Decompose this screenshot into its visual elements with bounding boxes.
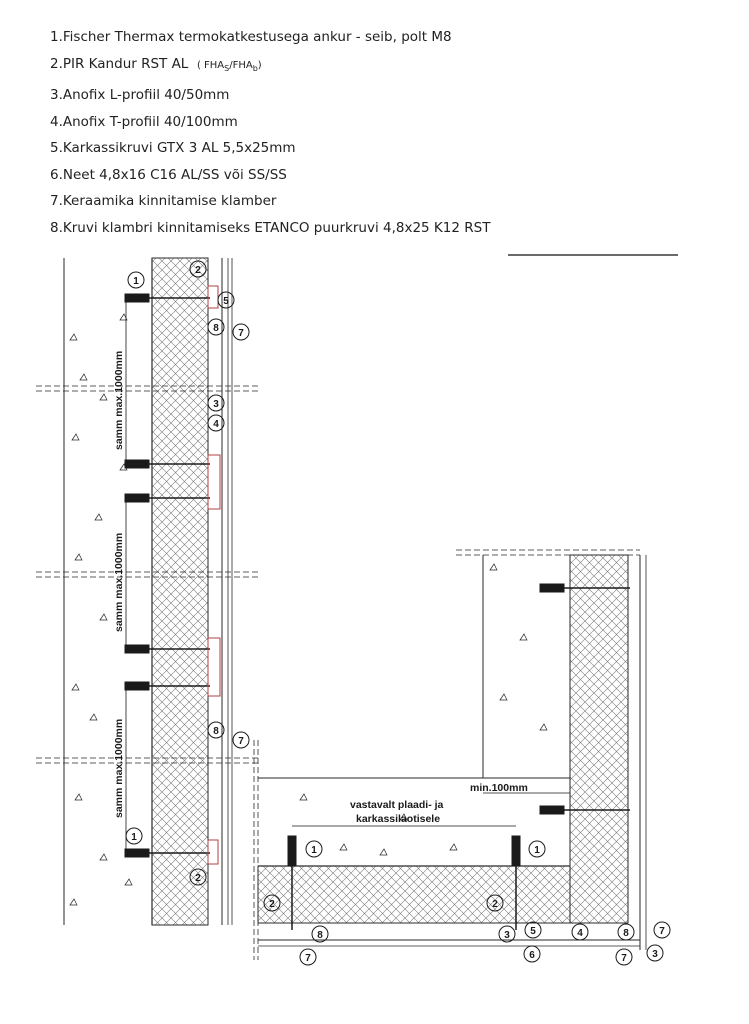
callout-1: [529, 841, 545, 857]
legend-item-8: 8.Kruvi klambri kinnitamiseks ETANCO puurkruvi 4,8x25 K12 RST: [50, 219, 491, 236]
svg-text:2: 2: [195, 265, 201, 276]
spacing-label-2: samm max.1000mm: [113, 532, 125, 632]
legend-item-6: 6.Neet 4,8x16 C16 AL/SS või SS/SS: [50, 166, 287, 183]
callout-7: [300, 949, 316, 965]
svg-text:2: 2: [269, 899, 275, 910]
svg-text:5: 5: [223, 296, 229, 307]
svg-text:7: 7: [238, 736, 244, 747]
slab-insulation: [258, 866, 570, 923]
legend-item-2-text: 2.PIR Kandur RST AL: [50, 55, 189, 72]
callout-3: [647, 945, 663, 961]
svg-text:8: 8: [213, 323, 219, 334]
callout-3: [499, 926, 515, 942]
svg-text:3: 3: [652, 949, 658, 960]
callout-6: [524, 946, 540, 962]
legend-item-7: 7.Keraamika kinnitamise klamber: [50, 193, 277, 209]
svg-text:8: 8: [317, 930, 323, 941]
svg-text:1: 1: [133, 276, 139, 287]
callout-1: [128, 272, 144, 288]
svg-text:6: 6: [529, 950, 535, 961]
callout-7: [654, 922, 670, 938]
callout-5: [525, 922, 541, 938]
callout-1: [306, 841, 322, 857]
legend-item-3: 3.Anofix L-profiil 40/50mm: [50, 87, 230, 103]
legend-item-5: 5.Karkassikruvi GTX 3 AL 5,5x25mm: [50, 140, 296, 156]
slab-edge-lines: [36, 386, 258, 763]
svg-text:3: 3: [213, 399, 219, 410]
svg-text:3: 3: [504, 930, 510, 941]
spacing-label-3: samm max.1000mm: [113, 718, 125, 818]
note-line-1: vastavalt plaadi- ja: [350, 799, 444, 811]
svg-text:7: 7: [621, 953, 627, 964]
legend-item-1: 1.Fischer Thermax termokatkestusega ankur - seib, polt M8: [50, 29, 452, 45]
svg-text:8: 8: [623, 928, 629, 939]
vertical-wall-section: [36, 258, 258, 925]
callout-7: [616, 949, 632, 965]
svg-text:7: 7: [305, 953, 311, 964]
callout-4: [572, 924, 588, 940]
callout-7: [233, 324, 249, 340]
svg-text:4: 4: [577, 928, 583, 939]
corner-section: [254, 550, 646, 960]
wall-insulation: [152, 258, 208, 925]
legend-item-2-suffix: ( $FHA_S/FHA_b$): [196, 59, 262, 73]
svg-text:1: 1: [534, 845, 540, 856]
svg-text:1: 1: [311, 845, 317, 856]
callout-1: [126, 828, 142, 844]
corner-concrete-marks: [300, 564, 547, 855]
svg-text:8: 8: [213, 726, 219, 737]
svg-text:7: 7: [238, 328, 244, 339]
corner-insulation-vertical: [570, 555, 628, 923]
svg-text:2: 2: [492, 899, 498, 910]
callout-8: [618, 924, 634, 940]
svg-text:7: 7: [659, 926, 665, 937]
callout-8: [312, 926, 328, 942]
callout-7: [233, 732, 249, 748]
wall-brackets: [208, 286, 220, 864]
legend-item-4: 4.Anofix T-profiil 40/100mm: [50, 113, 238, 130]
svg-text:4: 4: [213, 419, 219, 430]
svg-text:1: 1: [131, 832, 137, 843]
note-line-2: karkassilaotisele: [356, 813, 441, 825]
svg-text:5: 5: [530, 926, 536, 937]
spacing-label-1: samm max.1000mm: [113, 350, 125, 450]
min-clearance-label: min.100mm: [470, 782, 528, 794]
svg-text:2: 2: [195, 873, 201, 884]
